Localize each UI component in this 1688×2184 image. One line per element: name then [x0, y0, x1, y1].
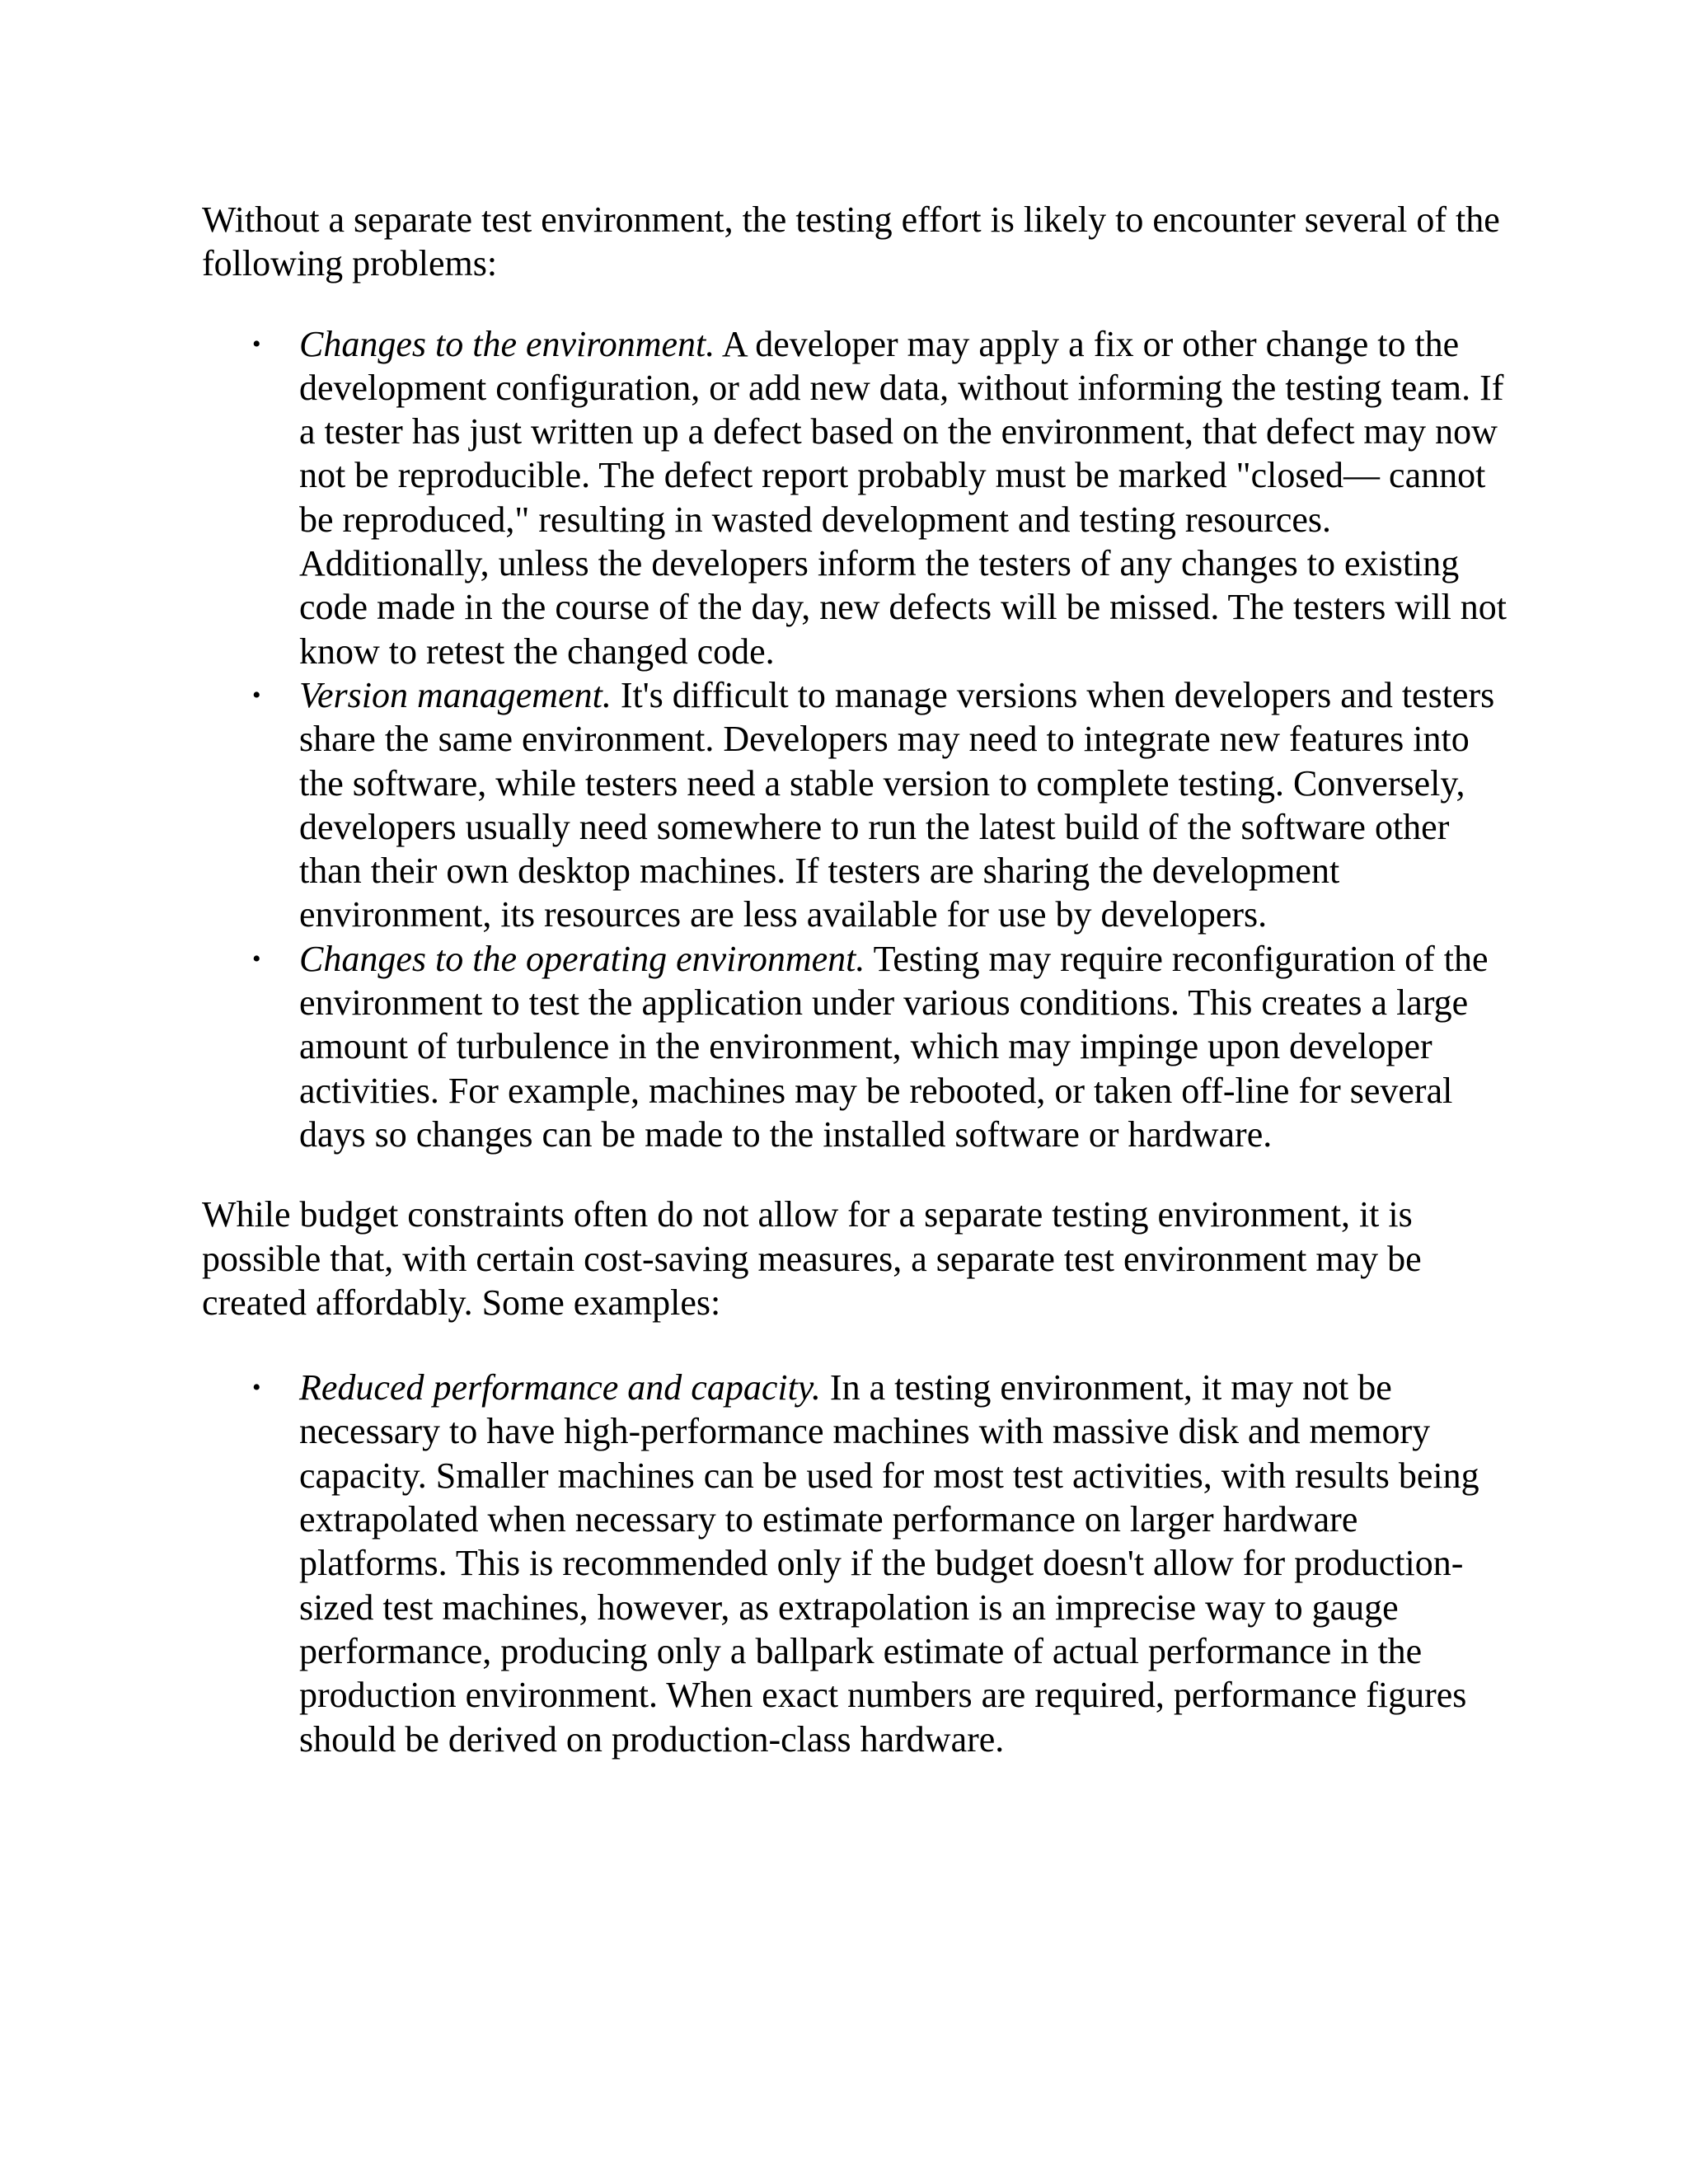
intro-paragraph: Without a separate test environment, the testing effort is likely to encounter several of the following problems: — [202, 199, 1500, 284]
list-item-text: It's difficult to manage versions when developers and testers share the same environment. Developers may need to integrate new features into the software, while testers need a stable version to complete testing. Conversely, developers usually need somewhere to run the latest build of the software other than their own desktop machines. If testers are sharing the development environment, its resources are less available for use by developers. — [299, 674, 1495, 935]
problems-list — [202, 322, 1512, 1157]
list-item — [252, 322, 1512, 673]
list-item — [252, 673, 1512, 937]
bullet-icon: • — [252, 944, 261, 972]
list-item-lead: Version management. — [299, 674, 612, 715]
list-item-lead: Reduced performance and capacity. — [299, 1367, 821, 1408]
list-item — [252, 937, 1512, 1156]
document-page — [202, 198, 1512, 1761]
list-item — [252, 1366, 1512, 1761]
budget-paragraph: While budget constraints often do not allow for a separate testing environment, it is possible that, with certain cost-saving measures, a separate test environment may be created affordably. Some examples: — [202, 1194, 1422, 1323]
bullet-icon: • — [252, 1374, 261, 1402]
list-item-lead: Changes to the environment. — [299, 323, 715, 364]
list-item-text: Testing may require reconfiguration of the environment to test the application under various conditions. This creates a large amount of turbulence in the environment, which may impinge upon developer activities. For example, machines may be rebooted, or taken off-line for several days so changes can be made to the installed software or hardware. — [299, 938, 1489, 1155]
bullet-icon: • — [252, 681, 261, 709]
list-item-lead: Changes to the operating environment. — [299, 938, 865, 979]
list-item-text: A developer may apply a fix or other change to the development configuration, or add new data, without informing the testing team. If a tester has just written up a defect based on the environment, that defect may now not be reproducible. The defect report probably must be marked "closed— cannot be reproduced," resulting in wasted development and testing resources. Additionally, unless the developers inform the testers of any changes to existing code made in the course of the day, new defects will be missed. The testers will not know to retest the changed code. — [299, 323, 1507, 672]
list-item-text: In a testing environment, it may not be necessary to have high-performance machines with massive disk and memory capacity. Smaller machines can be used for most test activities, with results being extrapolated when necessary to estimate performance on larger hardware platforms. This is recommended only if the budget doesn't allow for production-sized test machines, however, as extrapolation is an imprecise way to gauge performance, producing only a ballpark estimate of actual performance in the production environment. When exact numbers are required, performance figures should be derived on production-class hardware. — [299, 1367, 1479, 1760]
bullet-icon: • — [252, 330, 261, 358]
examples-list — [202, 1366, 1512, 1761]
